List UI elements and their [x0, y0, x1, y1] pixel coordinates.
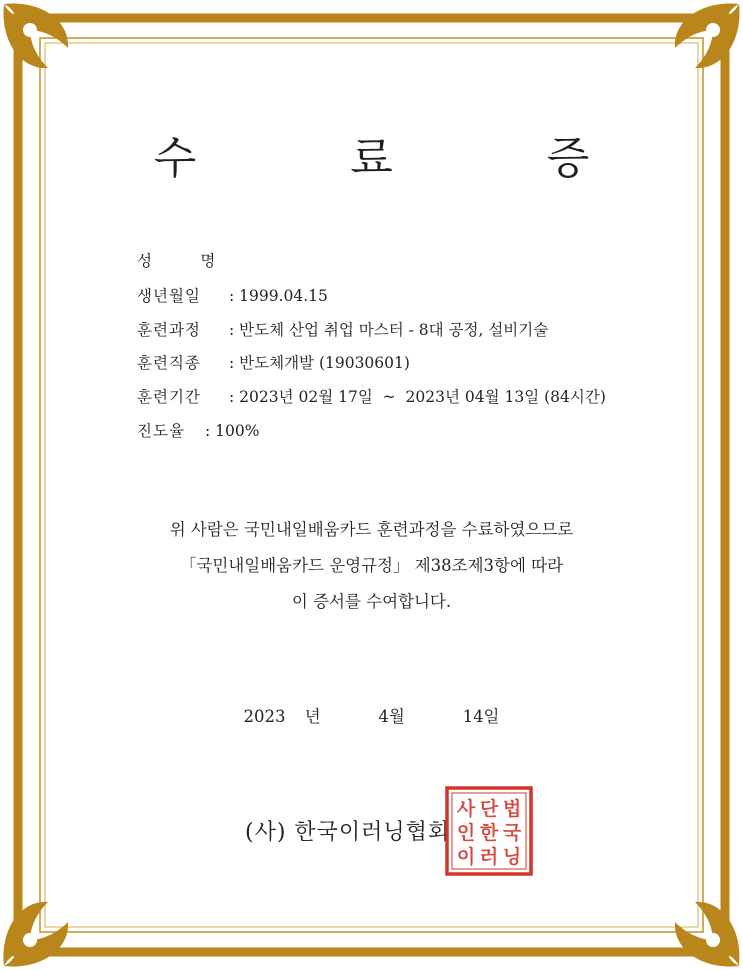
- field-label: 훈련과정: [137, 321, 201, 339]
- field-label: 생년월일: [137, 287, 201, 305]
- statement-line: 이 증서를 수여합니다.: [291, 592, 452, 611]
- field-value: : 반도체 산업 취업 마스터 - 8대 공정, 설비기술: [229, 321, 549, 339]
- svg-text:국: 국: [502, 822, 522, 844]
- field-label: 성 명: [137, 252, 217, 270]
- field-value: : 100%: [205, 422, 260, 440]
- issue-date: 2023 년 4월 14일: [243, 707, 500, 726]
- field-label: 진도율: [137, 422, 185, 440]
- svg-text:법: 법: [502, 798, 522, 820]
- svg-text:이: 이: [456, 846, 476, 868]
- field-label: 훈련기간: [137, 388, 201, 406]
- svg-text:단: 단: [479, 798, 499, 820]
- statement-line: 「국민내일배움카드 운영규정」 제38조제3항에 따라: [179, 556, 564, 575]
- certificate-title: 수 료 증: [153, 133, 660, 184]
- svg-text:한: 한: [479, 822, 499, 844]
- svg-text:러: 러: [479, 846, 499, 868]
- field-value: : 2023년 02월 17일 ~ 2023년 04월 13일 (84시간): [229, 388, 606, 406]
- statement-line: 위 사람은 국민내일배움카드 훈련과정을 수료하였으므로: [169, 520, 574, 539]
- official-seal-icon: [444, 785, 534, 877]
- field-value: : 반도체개발 (19030601): [229, 354, 410, 372]
- field-label: 훈련직종: [137, 354, 201, 372]
- field-value: : 1999.04.15: [229, 287, 328, 305]
- svg-text:인: 인: [456, 822, 476, 844]
- issuer-name: (사) 한국이러닝협회: [245, 820, 451, 845]
- svg-text:닝: 닝: [502, 846, 522, 868]
- svg-text:사: 사: [456, 798, 476, 820]
- certificate-statement: [0, 512, 743, 620]
